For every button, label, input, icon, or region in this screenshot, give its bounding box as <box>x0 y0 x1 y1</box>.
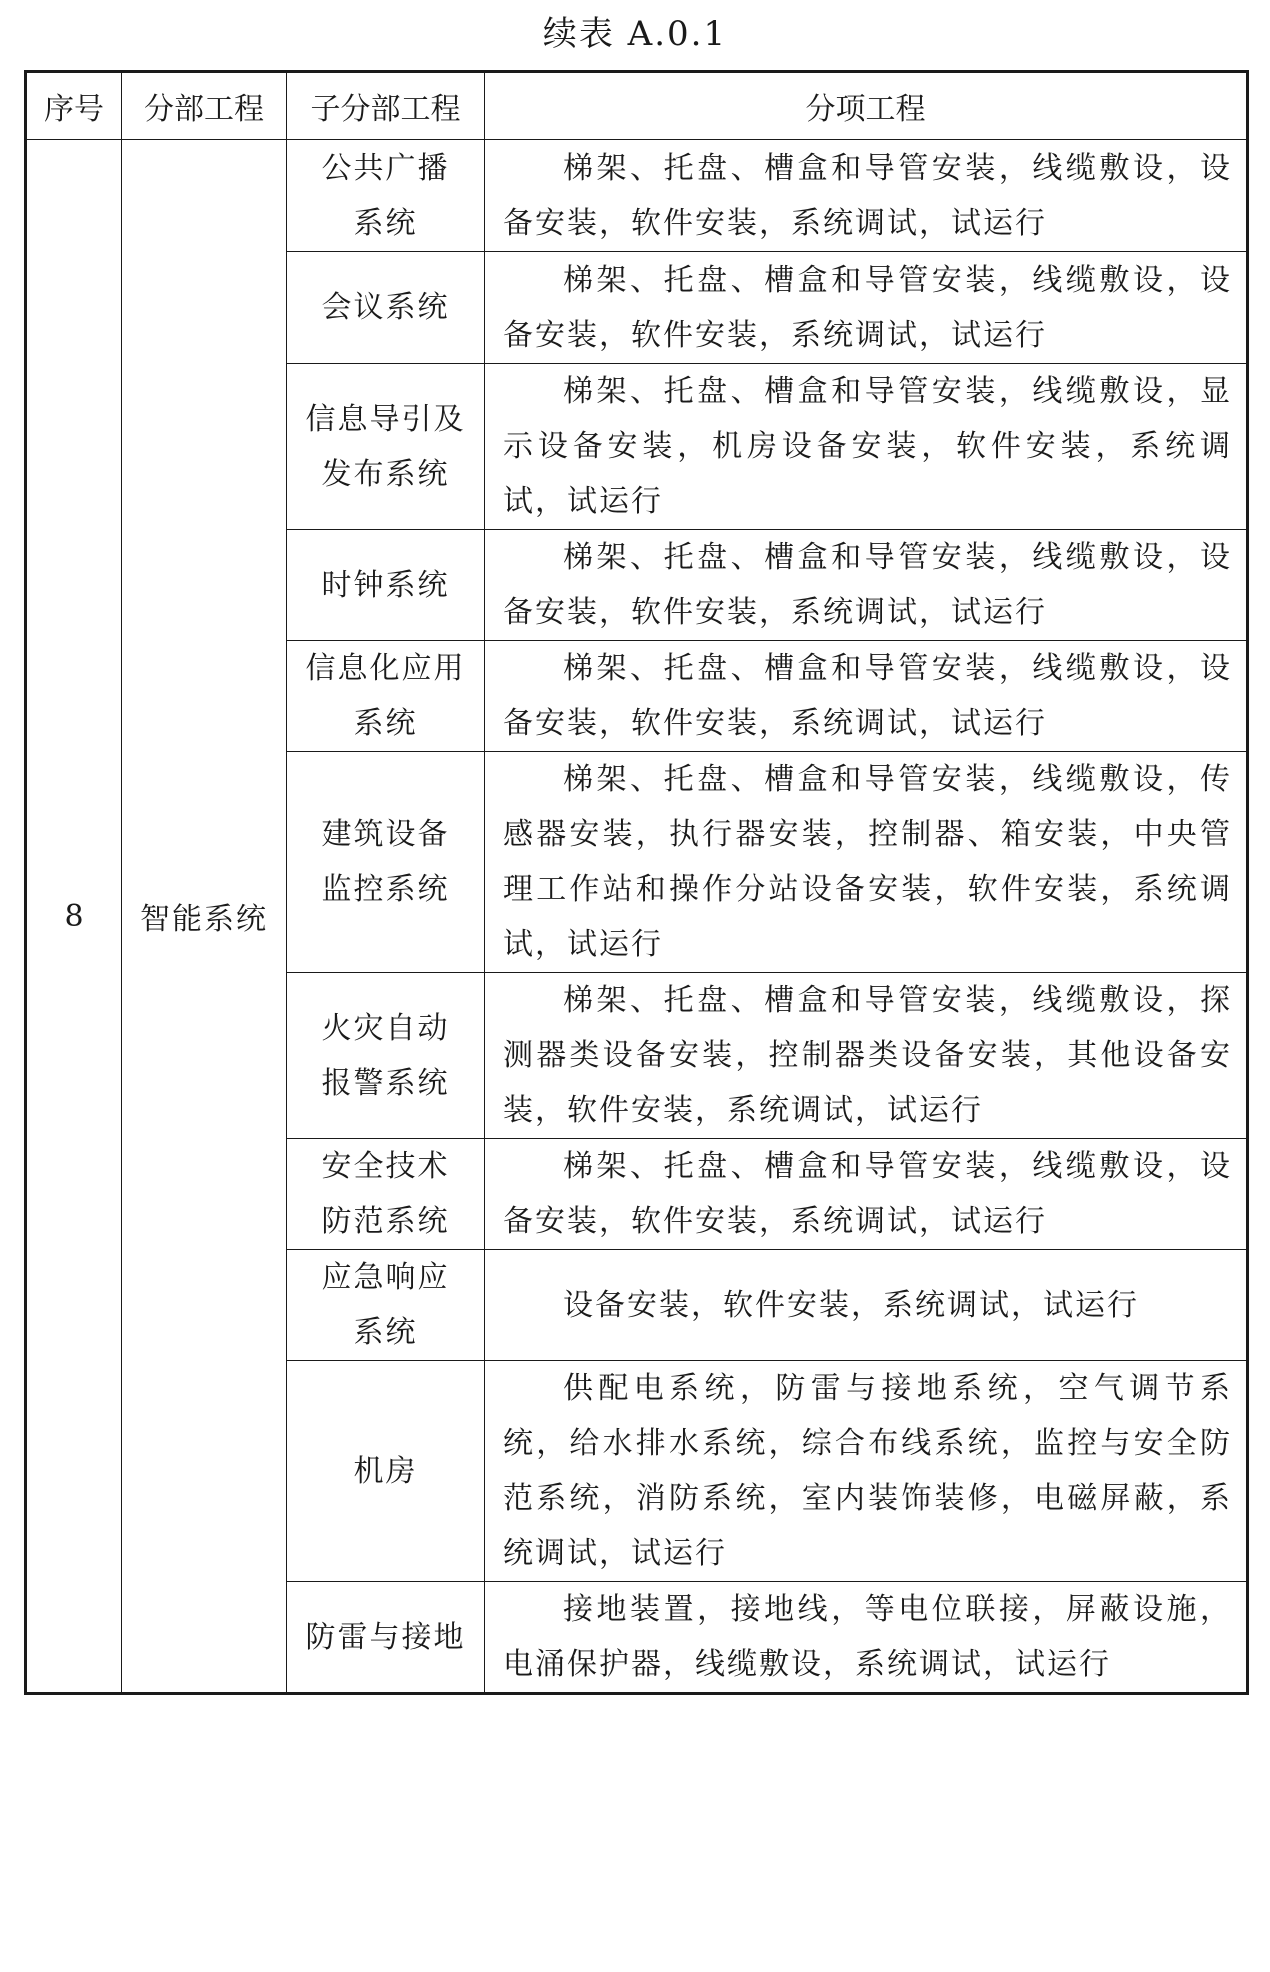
subdivision-cell <box>287 364 485 530</box>
subdivision-cell <box>287 752 485 973</box>
items-cell: 梯架、托盘、槽盒和导管安装，线缆敷设，设备安装，软件安装，系统调试，试运行 <box>485 1139 1248 1250</box>
items-cell: 梯架、托盘、槽盒和导管安装，线缆敷设，设备安装，软件安装，系统调试，试运行 <box>485 530 1248 641</box>
subdivision-name-line: 信息导引及 <box>305 401 466 437</box>
header-subdivision: 子分部工程 <box>287 72 485 140</box>
items-cell: 梯架、托盘、槽盒和导管安装，线缆敷设，传感器安装，执行器安装，控制器、箱安装，中央管理工作站和操作分站设备安装，软件安装，系统调试，试运行 <box>485 752 1248 973</box>
items-cell: 梯架、托盘、槽盒和导管安装，线缆敷设，显示设备安装，机房设备安装，软件安装，系统调试，试运行 <box>485 364 1248 530</box>
table-row <box>26 140 1248 252</box>
subdivision-name-line: 公共广播 <box>321 150 450 186</box>
division-table <box>24 70 1249 1695</box>
subdivision-cell <box>287 1582 485 1694</box>
items-cell: 梯架、托盘、槽盒和导管安装，线缆敷设，探测器类设备安装，控制器类设备安装，其他设备安装，软件安装，系统调试，试运行 <box>485 973 1248 1139</box>
division-cell: 智能系统 <box>122 140 287 1694</box>
header-row <box>26 72 1248 140</box>
items-cell: 梯架、托盘、槽盒和导管安装，线缆敷设，设备安装，软件安装，系统调试，试运行 <box>485 641 1248 752</box>
subdivision-cell <box>287 252 485 364</box>
table-body <box>26 140 1248 1694</box>
subdivision-name-line: 防范系统 <box>321 1204 450 1239</box>
subdivision-name-line: 报警系统 <box>321 1065 450 1101</box>
subdivision-name-line: 建筑设备 <box>321 817 450 852</box>
subdivision-cell <box>287 641 485 752</box>
subdivision-name-line: 监控系统 <box>321 872 450 907</box>
header-division: 分部工程 <box>122 72 287 140</box>
subdivision-name-line: 机房 <box>353 1453 418 1489</box>
subdivision-cell <box>287 973 485 1139</box>
subdivision-name-line: 防雷与接地 <box>305 1619 466 1655</box>
subdivision-cell <box>287 530 485 641</box>
header-items: 分项工程 <box>485 72 1248 140</box>
subdivision-name-line: 系统 <box>353 706 418 741</box>
items-cell: 接地装置，接地线，等电位联接，屏蔽设施，电涌保护器，线缆敷设，系统调试，试运行 <box>485 1582 1248 1694</box>
subdivision-name-line: 系统 <box>353 1315 418 1350</box>
subdivision-name-line: 应急响应 <box>321 1260 450 1295</box>
items-cell: 梯架、托盘、槽盒和导管安装，线缆敷设，设备安装，软件安装，系统调试，试运行 <box>485 252 1248 364</box>
items-cell: 供配电系统，防雷与接地系统，空气调节系统，给水排水系统，综合布线系统，监控与安全防范系统，消防系统，室内装饰装修，电磁屏蔽，系统调试，试运行 <box>485 1361 1248 1582</box>
subdivision-name-line: 会议系统 <box>321 290 450 325</box>
subdivision-name-line: 安全技术 <box>321 1149 450 1184</box>
subdivision-name-line: 信息化应用 <box>305 651 466 686</box>
subdivision-cell <box>287 1361 485 1582</box>
subdivision-name-line: 火灾自动 <box>321 1010 450 1046</box>
header-seq: 序号 <box>26 72 122 140</box>
seq-cell: 8 <box>26 140 122 1694</box>
table-title: 续表 A.0.1 <box>542 14 728 54</box>
items-cell: 设备安装，软件安装，系统调试，试运行 <box>485 1250 1248 1361</box>
subdivision-cell <box>287 1250 485 1361</box>
subdivision-cell <box>287 1139 485 1250</box>
subdivision-name-line: 发布系统 <box>321 456 450 492</box>
subdivision-name-line: 时钟系统 <box>321 567 450 603</box>
subdivision-name-line: 系统 <box>353 205 418 241</box>
items-cell: 梯架、托盘、槽盒和导管安装，线缆敷设，设备安装，软件安装，系统调试，试运行 <box>485 140 1248 252</box>
subdivision-cell <box>287 140 485 252</box>
